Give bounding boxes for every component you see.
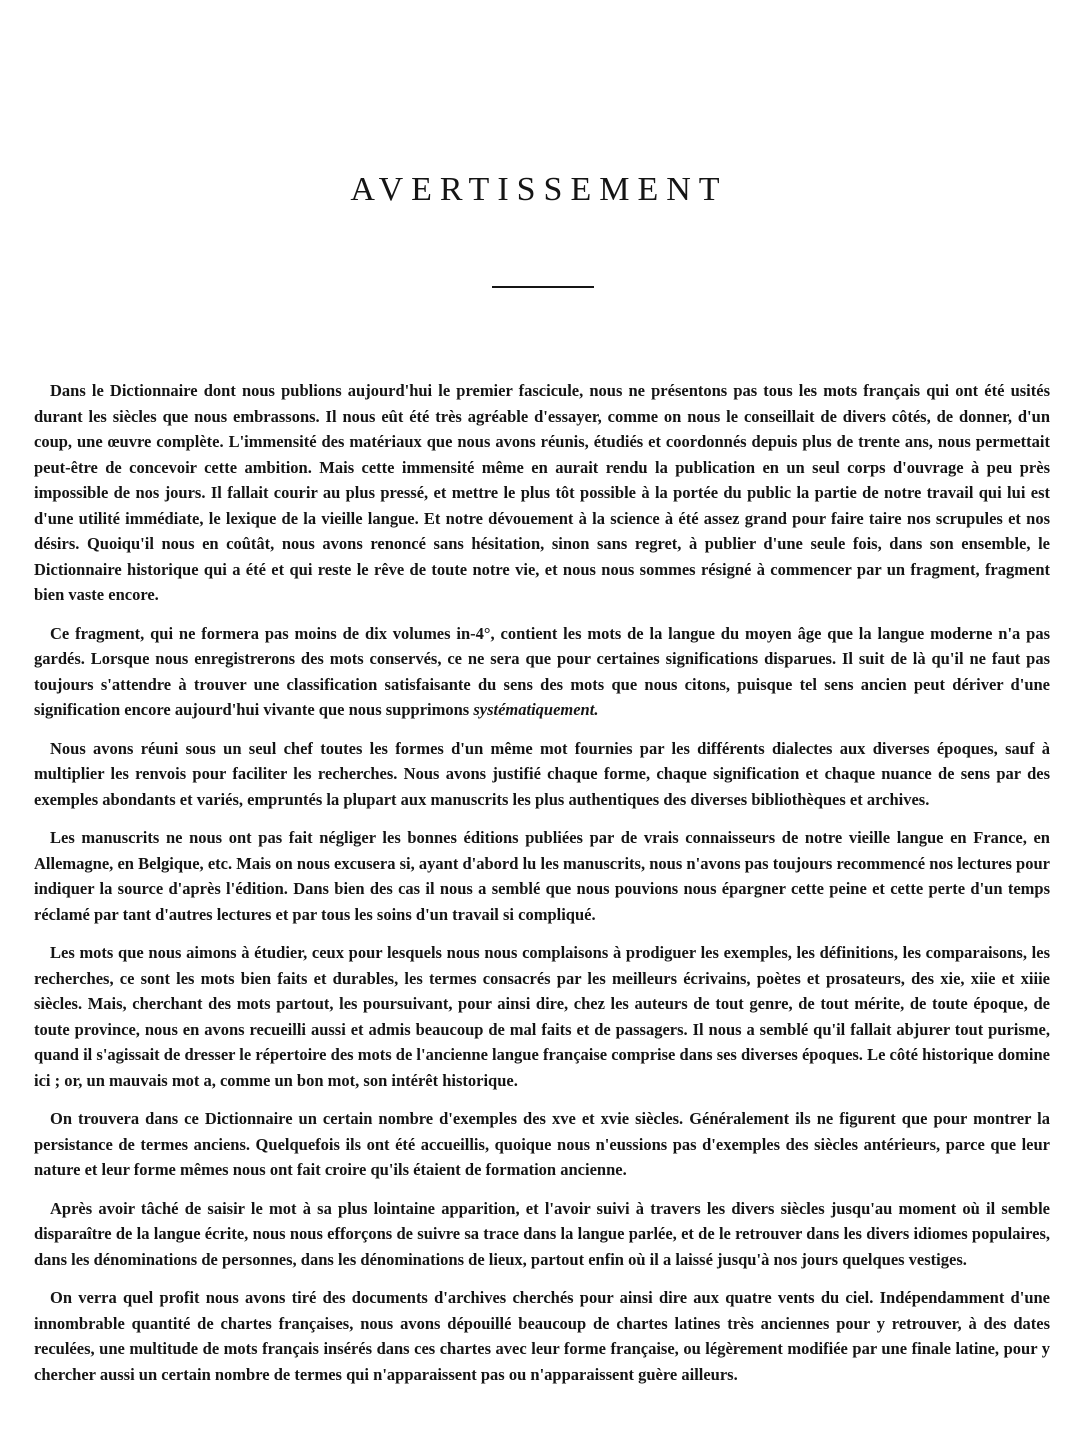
page-title: AVERTISSEMENT	[350, 171, 728, 208]
paragraph-8: On verra quel profit nous avons tiré des documents d'archives cherchés pour ainsi dire aux quatre vents du ciel. Indépendamment d'une innombrable quantité de chartes françaises, nous avons dépouillé beaucoup de chartes latines très anciennes pour y retrouver, à des dates reculées, une multitude de mots français insérés dans ces chartes avec leur forme française, ou légèrement modifiée par une finale latine, pour y chercher aussi un certain nombre de termes qui n'apparaissent pas ou n'apparaissent guère ailleurs.	[34, 1288, 1050, 1384]
paragraph-5: Les mots que nous aimons à étudier, ceux pour lesquels nous nous complaisons à prodiguer les exemples, les définitions, les comparaisons, les recherches, ce sont les mots bien faits et durables, les termes consacrés par les meilleurs écrivains, poètes et prosateurs, des xie, xiie et xiiie siècles. Mais, cherchant des mots partout, les poursuivant, pour ainsi dire, chez les auteurs de tout genre, de tout mérite, de toute époque, de toute province, nous en avons recueilli aussi et admis beaucoup de mal faits et de passagers. Il nous a semblé qu'il fallait abjurer tout purisme, quand il s'agissait de dresser le répertoire des mots de l'ancienne langue française comprise dans ses diverses époques. Le côté historique domine ici ; or, un mauvais mot a, comme un bon mot, son intérêt historique.	[34, 943, 1050, 1090]
paragraph-3: Nous avons réuni sous un seul chef toutes les formes d'un même mot fournies par les différents dialectes aux diverses époques, sauf à multiplier les renvois pour faciliter les recherches. Nous avons justifié chaque forme, chaque signification et chaque nuance de sens par des exemples abondants et variés, empruntés la plupart aux manuscrits les plus authentiques des diverses bibliothèques et archives.	[34, 738, 1050, 809]
paragraph-6: On trouvera dans ce Dictionnaire un certain nombre d'exemples des xve et xvie siècles. Généralement ils ne figurent que pour montrer la persistance de termes anciens. Quelquefois ils ont été accueillis, quoique nous n'eussions pas d'exemples des siècles antérieurs, parce que leur nature et leur forme mêmes nous ont fait croire qu'ils étaient de formation ancienne.	[34, 1109, 1050, 1179]
paragraph-2-italic: systématiquement.	[473, 700, 599, 719]
paragraph-4: Les manuscrits ne nous ont pas fait négliger les bonnes éditions publiées par de vrais connaisseurs de notre vieille langue en France, en Allemagne, en Belgique, etc. Mais on nous excusera si, ayant d'abord lu les manuscrits, nous n'avons pas toujours recommencé nos lectures pour indiquer la source d'après l'édition. Dans bien des cas il nous a semblé que nous pouvions nous épargner cette peine et cette perte d'un temps réclamé par tant d'autres lectures et par tous les soins d'un travail si compliqué.	[34, 828, 1050, 924]
paragraph-7: Après avoir tâché de saisir le mot à sa plus lointaine apparition, et l'avoir suivi à travers les divers siècles jusqu'au moment où il semble disparaître de la langue écrite, nous nous efforçons de suivre sa trace dans la langue parlée, et de le retrouver dans les divers idiomes populaires, dans les dénominations de personnes, dans les dénominations de lieux, partout enfin où il a laissé jusqu'à nos jours quelques vestiges.	[34, 1198, 1050, 1269]
body-text	[34, 378, 1050, 1400]
title-divider	[492, 286, 594, 288]
paragraph-2-text: Ce fragment, qui ne formera pas moins de dix volumes in-4°, contient les mots de la langue du moyen âge que la langue moderne n'a pas gardés. Lorsque nous enregistrerons des mots conservés, ce ne sera que pour certaines significations disparues. Il suit de là qu'il ne faut pas toujours s'attendre à trouver une classification satisfaisante du sens des mots que nous citons, puisque tel sens ancien peut dériver d'une signification encore aujourd'hui vivante que nous supprimons	[34, 623, 1050, 719]
paragraph-2	[34, 621, 1050, 723]
paragraph-1: Dans le Dictionnaire dont nous publions aujourd'hui le premier fascicule, nous ne présentons pas tous les mots français qui ont été usités durant les siècles que nous embrassons. Il nous eût été très agréable d'essayer, comme on nous le conseillait de divers côtés, de donner, d'un coup, une œuvre complète. L'immensité des matériaux que nous avons réunis, étudiés et coordonnés depuis plus de trente ans, nous permettait peut-être de concevoir cette ambition. Mais cette immensité même en aurait rendu la publication en un seul corps d'ouvrage à peu près impossible de nos jours. Il fallait courir au plus pressé, et mettre le plus tôt possible à la portée du public la partie de notre travail qui lui est d'une utilité immédiate, le lexique de la vieille langue. Et notre dévouement à la science à été assez grand pour faire taire nos scrupules et nos désirs. Quoiqu'il nous en coûtât, nous avons renoncé sans hésitation, sinon sans regret, à publier d'une seule fois, dans son ensemble, le Dictionnaire historique qui a été et qui reste le rêve de toute notre vie, et nous nous sommes résigné à commencer par un fragment, fragment bien vaste encore.	[34, 381, 1050, 604]
